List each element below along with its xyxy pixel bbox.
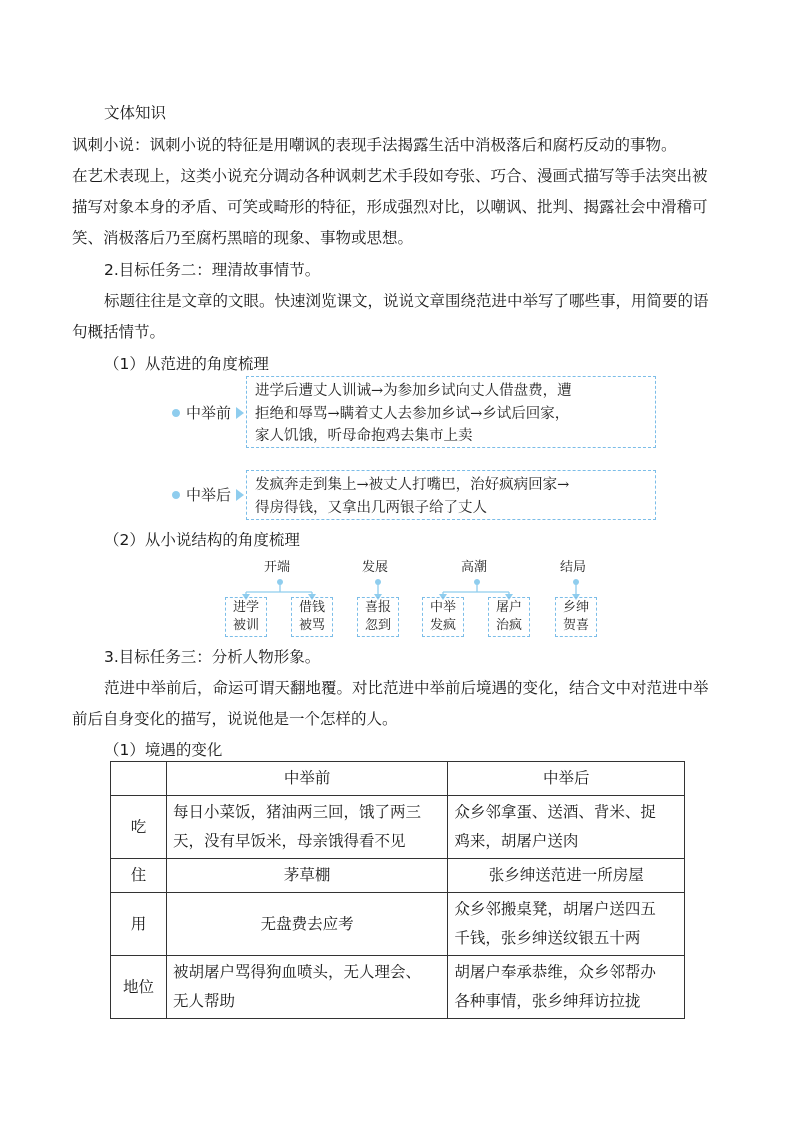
structure-box bbox=[488, 597, 530, 637]
table-cell-line: 每日小菜饭，猪油两三回，饿了两三 bbox=[172, 803, 421, 821]
table-row-label: 地位 bbox=[111, 956, 167, 1019]
structure-box-line: 屠户 bbox=[495, 600, 522, 615]
table-cell-line: 众乡邻拿蛋、送酒、背米、捉 bbox=[454, 803, 656, 821]
before-line: 进学后遭丈人训诫→为参加乡试向丈人借盘费，遭 bbox=[255, 383, 572, 399]
structure-box-line: 发疯 bbox=[429, 618, 456, 633]
after-line: 发疯奔走到集上→被丈人打嘴巴，治好疯病回家→ bbox=[255, 477, 570, 493]
table-header-cell bbox=[111, 762, 167, 796]
structure-box bbox=[291, 597, 333, 637]
structure-box-line: 忽到 bbox=[364, 618, 391, 633]
table-cell-line: 无人帮助 bbox=[172, 992, 235, 1010]
structure-box bbox=[357, 597, 399, 637]
task2-intro-line: 标题往往是文章的文眼。快速浏览课文，说说文章围绕范进中举写了哪些事，用简要的语 bbox=[104, 292, 709, 310]
table-row-label: 住 bbox=[111, 859, 167, 893]
before-label: 中举前 bbox=[186, 404, 232, 422]
structure-box-line: 贺喜 bbox=[562, 618, 589, 633]
table-header-cell: 中举前 bbox=[166, 762, 447, 796]
after-label: 中举后 bbox=[186, 486, 232, 504]
structure-box bbox=[225, 597, 267, 637]
table-cell-line: 胡屠户奉承恭维，众乡邻帮办 bbox=[454, 963, 656, 981]
table-row-label: 用 bbox=[111, 893, 167, 956]
structure-head-ending: 结局 bbox=[560, 560, 587, 575]
knowledge-line: 在艺术表现上，这类小说充分调动各种讽刺艺术手段如夸张、巧合、漫画式描写等手法突出被 bbox=[72, 167, 708, 185]
table-cell-line: 千钱，张乡绅送纹银五十两 bbox=[454, 929, 641, 947]
table-cell: 无盘费去应考 bbox=[166, 893, 447, 956]
structure-box-line: 中举 bbox=[429, 600, 456, 615]
task2-heading: 2.目标任务二：理清故事情节。 bbox=[104, 261, 321, 279]
table-cell-line: 各种事情，张乡绅拜访拉拢 bbox=[454, 992, 641, 1010]
section-title: 文体知识 bbox=[104, 104, 167, 122]
knowledge-line: 笑、消极落后乃至腐朽黑暗的现象、事物或思想。 bbox=[72, 229, 414, 247]
situation-table bbox=[110, 761, 685, 1019]
structure-head-development: 发展 bbox=[362, 560, 389, 575]
task2-sub1: （1）从范进的角度梳理 bbox=[104, 355, 269, 373]
table-cell-line: 被胡屠户骂得狗血喷头，无人理会、 bbox=[172, 963, 421, 981]
task3-intro-line: 范进中举前后，命运可谓天翻地覆。对比范进中举前后境遇的变化，结合文中对范进中举 bbox=[104, 679, 709, 697]
table-cell bbox=[448, 956, 685, 1019]
task3-heading: 3.目标任务三：分析人物形象。 bbox=[104, 648, 321, 666]
table-cell bbox=[448, 893, 685, 956]
table-cell-line: 众乡邻搬桌凳，胡屠户送四五 bbox=[454, 900, 656, 918]
table-cell bbox=[448, 796, 685, 859]
table-header-row bbox=[111, 762, 685, 796]
table-cell: 张乡绅送范进一所房屋 bbox=[448, 859, 685, 893]
structure-box-line: 借钱 bbox=[298, 600, 325, 615]
knowledge-line: 描写对象本身的矛盾、可笑或畸形的特征，形成强烈对比，以嘲讽、批判、揭露社会中滑稽可 bbox=[72, 198, 708, 216]
task2-sub2: （2）从小说结构的角度梳理 bbox=[104, 531, 300, 549]
table-cell-line: 鸡来，胡屠户送肉 bbox=[454, 832, 579, 850]
table-row bbox=[111, 859, 685, 893]
table-cell bbox=[166, 956, 447, 1019]
task2-intro-line: 句概括情节。 bbox=[72, 323, 166, 341]
table-cell-line: 天，没有早饭米，母亲饿得看不见 bbox=[172, 832, 406, 850]
table-header-cell: 中举后 bbox=[448, 762, 685, 796]
after-line: 得房得钱，又拿出几两银子给了丈人 bbox=[255, 499, 487, 516]
knowledge-line: 讽刺小说：讽刺小说的特征是用嘲讽的表现手法揭露生活中消极落后和腐朽反动的事物。 bbox=[72, 136, 677, 154]
table-cell: 茅草棚 bbox=[166, 859, 447, 893]
structure-box-line: 进学 bbox=[232, 600, 259, 615]
task3-sub1: （1）境遇的变化 bbox=[104, 741, 223, 759]
before-line: 拒绝和辱骂→瞒着丈人去参加乡试→乡试后回家， bbox=[255, 405, 570, 422]
structure-box-line: 喜报 bbox=[364, 600, 391, 615]
table-row bbox=[111, 956, 685, 1019]
before-line: 家人饥饿，听母命抱鸡去集市上卖 bbox=[255, 428, 473, 444]
table-row bbox=[111, 893, 685, 956]
structure-box-line: 被训 bbox=[232, 618, 259, 633]
structure-box-line: 被骂 bbox=[298, 618, 325, 633]
structure-head-beginning: 开端 bbox=[264, 560, 291, 575]
task3-intro-line: 前后自身变化的描写，说说他是一个怎样的人。 bbox=[72, 710, 398, 728]
structure-box bbox=[555, 597, 597, 637]
structure-box-line: 乡绅 bbox=[562, 600, 589, 615]
table-row-label: 吃 bbox=[111, 796, 167, 859]
table-row bbox=[111, 796, 685, 859]
structure-head-climax: 高潮 bbox=[461, 560, 488, 575]
structure-box-line: 治疯 bbox=[495, 618, 522, 633]
table-cell bbox=[166, 796, 447, 859]
structure-box bbox=[422, 597, 464, 637]
